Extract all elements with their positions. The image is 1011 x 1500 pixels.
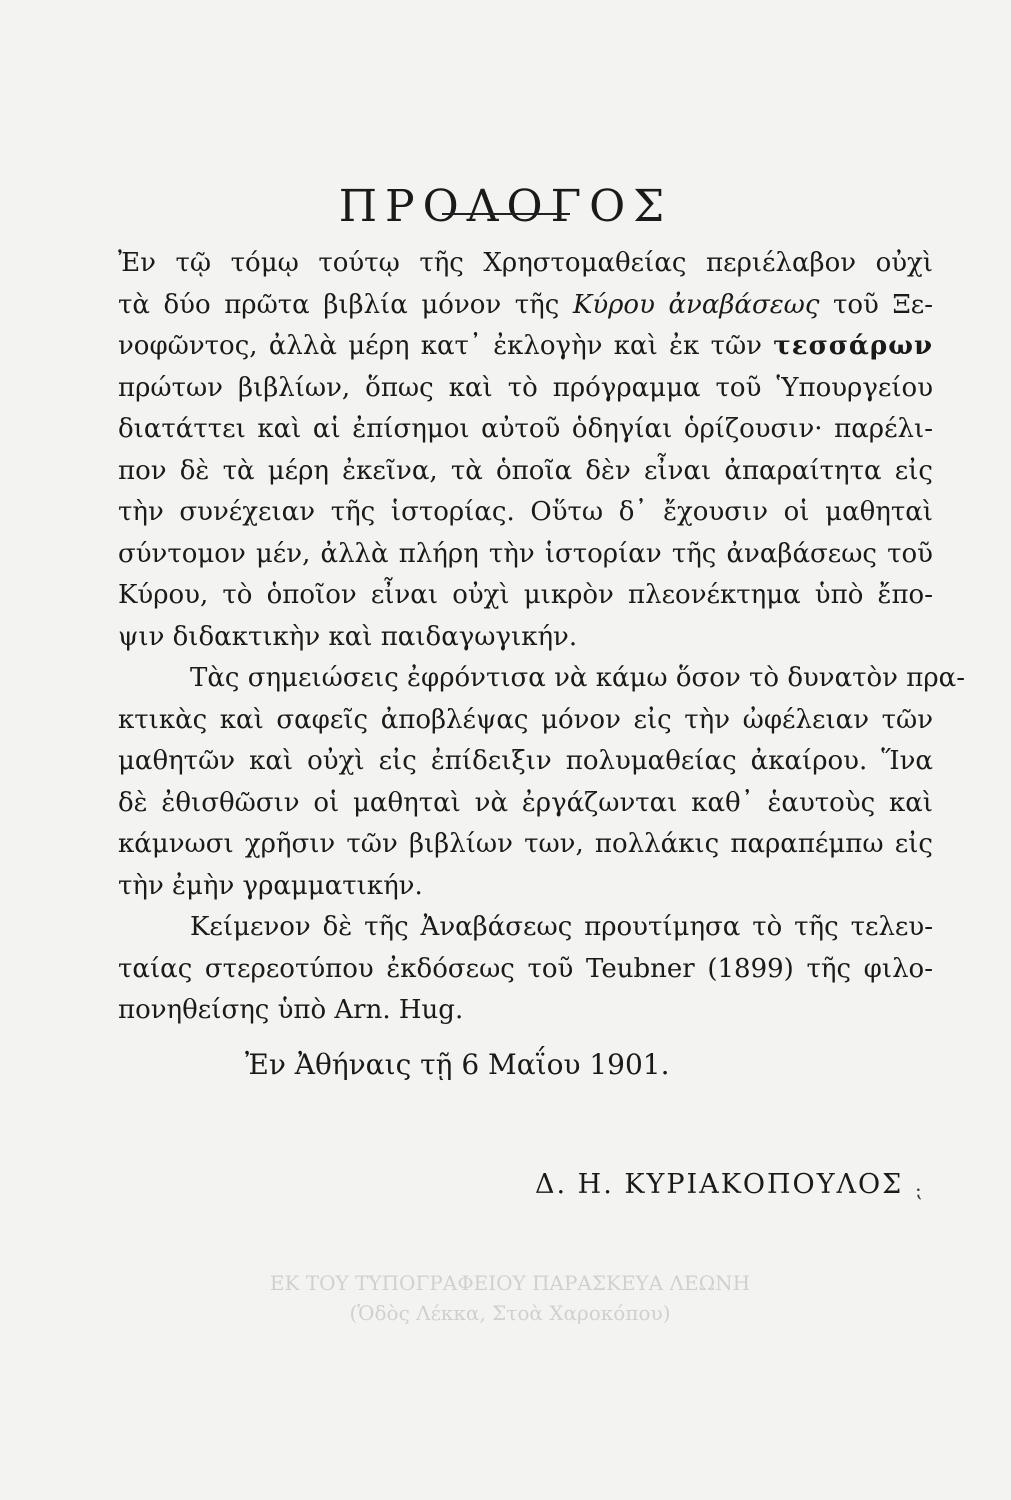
text-segment: τὴν συνέχειαν τῆς ἱστορίας. Οὕτω δ᾽ ἔχουσιν οἱ μαθηταὶ	[118, 497, 933, 527]
text-line	[118, 866, 933, 908]
text-segment: ψιν διδακτικὴν καὶ παιδαγωγικήν.	[118, 621, 578, 652]
text-segment: πρώτων βιβλίων, ὅπως καὶ τὸ πρόγραμμα τοῦ Ὑπουργείου	[118, 372, 933, 403]
bold-word: τεσσάρων	[773, 331, 933, 361]
text-line	[118, 492, 933, 534]
text-line	[118, 575, 933, 617]
text-line	[118, 285, 933, 327]
text-segment: μαθητῶν καὶ οὐχὶ εἰς ἐπίδειξιν πολυμαθείας ἀκαίρου. Ἵνα	[118, 746, 933, 776]
text-line	[118, 368, 933, 410]
text-line	[118, 409, 933, 451]
text-line	[118, 326, 933, 368]
text-segment: Κείμενον δὲ τῆς Ἀναβάσεως προυτίμησα τὸ τῆς τελευ-	[190, 912, 933, 942]
preface-text	[118, 243, 965, 1032]
text-segment: Τὰς σημειώσεις ἐφρόντισα νὰ κάμω ὅσον τὸ δυνατὸν πρα-	[190, 663, 965, 693]
text-segment: Κύρου, τὸ ὁποῖον εἶναι οὐχὶ μικρὸν πλεονέκτημα ὑπὸ ἔπο-	[118, 580, 933, 610]
bleed-line: (Ὁδὸς Λέκκα, Στοὰ Χαροκόπου)	[349, 1301, 671, 1325]
text-segment: σύντομον μέν, ἀλλὰ πλήρη τὴν ἱστορίαν τῆς ἀναβάσεως τοῦ	[118, 538, 933, 569]
author-signature: Δ. Η. ΚΥΡΙΑΚΟΠΟΥΛΟΣ	[535, 1169, 904, 1200]
date-line: Ἐν Ἀθήναις τῇ 6 Μαΐου 1901.	[245, 1048, 670, 1081]
bleed-through-text	[230, 1268, 790, 1328]
text-segment: κάμνωσι χρῆσιν τῶν βιβλίων των, πολλάκις παραπέμπω εἰς	[118, 829, 933, 859]
text-line	[118, 824, 933, 866]
text-line	[118, 949, 933, 991]
text-segment: ταίας στερεοτύπου ἐκδόσεως τοῦ Teubner (1899) τῆς φιλο-	[118, 953, 933, 984]
text-line	[118, 741, 933, 783]
text-segment: Ἐν τῷ τόμῳ τούτῳ τῆς Χρηστομαθείας περιέλαβον οὐχὶ	[118, 248, 933, 278]
text-segment: νοφῶντος, ἀλλὰ μέρη κατ᾽ ἐκλογὴν καὶ ἐκ τῶν	[118, 331, 774, 361]
title-rule	[442, 213, 570, 215]
text-line	[118, 783, 933, 825]
text-line	[118, 451, 933, 493]
italic-phrase: Κύρου ἀναβάσεως	[572, 289, 820, 320]
text-segment: τὰ δύο πρῶτα βιβλία μόνον τῆς	[118, 289, 573, 320]
bleed-line: ΕΚ ΤΟΥ ΤΥΠΟΓΡΑΦΕΙΟΥ ΠΑΡΑΣΚΕΥΑ ΛΕΩΝΗ	[269, 1271, 751, 1295]
text-segment: τὴν ἐμὴν γραμματικήν.	[118, 870, 423, 901]
text-line	[118, 617, 933, 659]
text-segment: πονηθείσης ὑπὸ Arn. Hug.	[118, 995, 464, 1025]
text-segment: πον δὲ τὰ μέρη ἐκεῖνα, τὰ ὁποῖα δὲν εἶναι ἀπαραίτητα εἰς	[118, 455, 933, 486]
text-segment: τοῦ Ξε-	[819, 289, 933, 320]
text-segment: κτικὰς καὶ σαφεῖς ἀποβλέψας μόνον εἰς τὴν ὠφέλειαν τῶν	[118, 704, 933, 735]
text-segment: δὲ ἐθισθῶσιν οἱ μαθηταὶ νὰ ἐργάζωνται καθ᾽ ἑαυτοὺς καὶ	[118, 787, 933, 818]
text-line	[118, 534, 933, 576]
text-line	[118, 990, 933, 1032]
text-line	[118, 243, 933, 285]
text-line	[118, 907, 933, 949]
text-segment: διατάττει καὶ αἱ ἐπίσημοι αὐτοῦ ὁδηγίαι ὁρίζουσιν· παρέλι-	[118, 414, 933, 444]
page-title: ΠΡΟΛΟΓΟΣ	[338, 181, 673, 233]
margin-mark: ⁏	[915, 1178, 922, 1202]
text-line	[118, 700, 933, 742]
text-line	[118, 658, 965, 700]
